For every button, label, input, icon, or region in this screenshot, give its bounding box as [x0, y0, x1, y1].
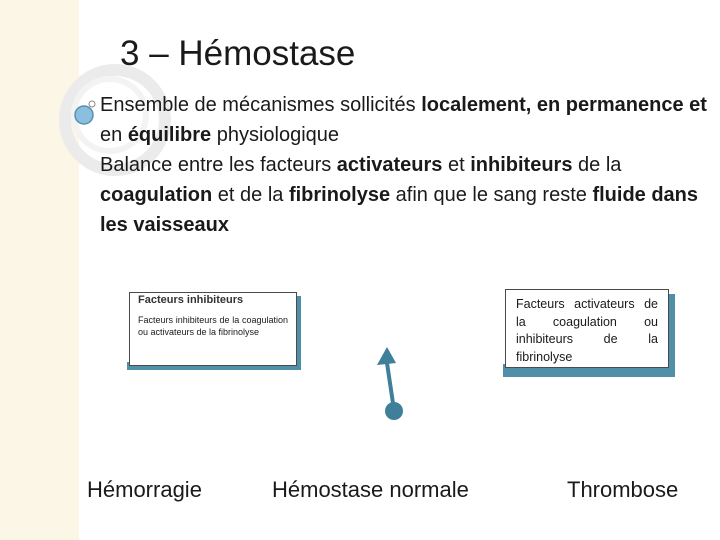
bullet-2-segment: fibrinolyse: [288, 184, 391, 206]
bullet-1-segment: en: [100, 124, 128, 146]
outcome-thrombosis: Thrombose: [567, 477, 679, 502]
bullet-dot-icon: [75, 106, 93, 124]
bullet-2-segment: inhibiteurs: [470, 154, 573, 176]
bullet-1-segment: localement, en permanence et: [421, 94, 707, 116]
bullet-2-segment: fluide dans les vaisseaux: [100, 184, 699, 236]
outcome-hemorrhage: Hémorragie: [87, 477, 202, 502]
bullet-2-segment: activateurs: [336, 154, 443, 176]
bullet-2-segment: afin que le sang reste: [390, 184, 593, 206]
slide-title: 3 – Hémostase: [120, 34, 356, 73]
bullet-1-segment: équilibre: [127, 124, 212, 146]
bullet-2-segment: et: [442, 154, 471, 176]
bullet-2-segment: de la: [572, 154, 622, 176]
bullet-1-segment: physiologique: [211, 124, 340, 146]
left-factor-box: [129, 292, 297, 366]
right-box-shadow-side: [668, 294, 675, 377]
outcome-normal: Hémostase normale: [272, 477, 469, 502]
bullet-1: [100, 90, 710, 150]
pivot-dot-icon: [385, 402, 403, 420]
left-box-overlapped-text: Facteurs inhibiteurs: [138, 294, 244, 306]
bullet-2-segment: Balance entre les facteurs: [100, 154, 337, 176]
bullet-2-segment: et de la: [212, 184, 289, 206]
bullet-2-segment: coagulation: [100, 184, 213, 206]
left-box-text: Facteurs inhibiteurs de la coagulation ou activateurs de la fibrinolyse: [138, 315, 288, 337]
balance-pointer: [360, 335, 420, 425]
right-box-text: Facteurs activateurs de la coagulation ou inhibiteurs de la fibrinolyse: [516, 297, 658, 364]
bullet-2: [100, 150, 710, 240]
bullet-1-segment: Ensemble de mécanismes sollicités: [100, 94, 422, 116]
bullet-list: [100, 90, 710, 240]
arrow-up-icon: [377, 347, 396, 365]
right-factor-box: [505, 289, 669, 368]
